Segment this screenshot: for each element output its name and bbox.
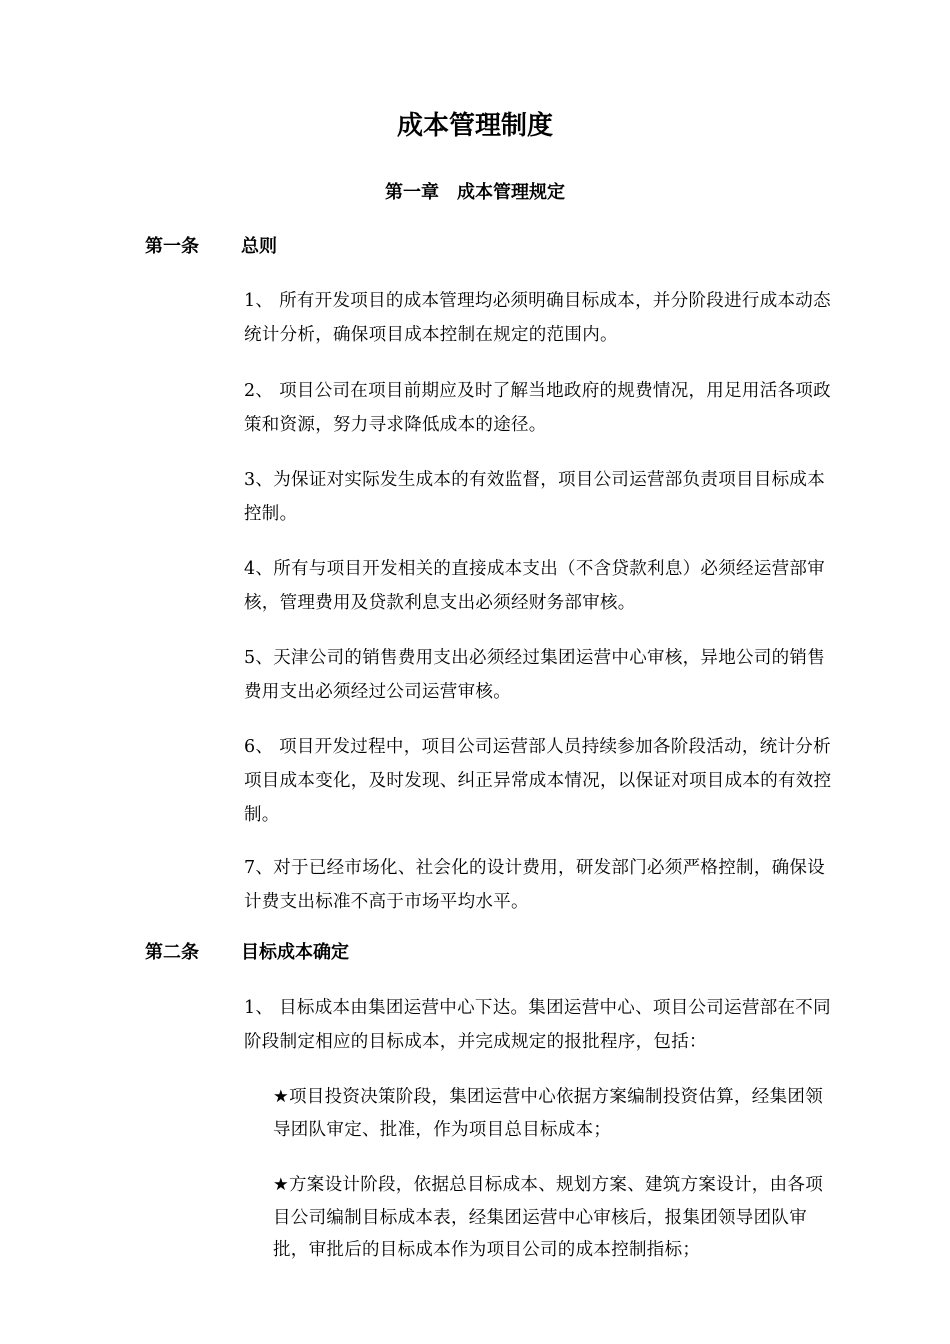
- star-icon: ★: [273, 1175, 289, 1195]
- paragraph: 4、所有与项目开发相关的直接成本支出（不含贷款利息）必须经运营部审核，管理费用及贷款利息支出必须经财务部审核。: [244, 559, 826, 613]
- paragraph: 5、天津公司的销售费用支出必须经过集团运营中心审核，异地公司的销售费用支出必须经过公司运营审核。: [244, 648, 826, 702]
- paragraph: 6、 项目开发过程中，项目公司运营部人员持续参加各阶段活动，统计分析项目成本变化，及时发现、纠正异常成本情况，以保证对项目成本的有效控制。: [244, 737, 832, 825]
- document-title: 成本管理制度: [396, 111, 553, 141]
- sub-item-text: 项目投资决策阶段，集团运营中心依据方案编制投资估算，经集团领导团队审定、批准，作为项目总目标成本；: [273, 1087, 823, 1140]
- sub-item-text: 方案设计阶段，依据总目标成本、规划方案、建筑方案设计，由各项目公司编制目标成本表，经集团运营中心审核后，报集团领导团队审批，审批后的目标成本作为项目公司的成本控制指标；: [273, 1175, 823, 1260]
- chapter-heading: 第一章 成本管理规定: [385, 182, 565, 203]
- article-title: 目标成本确定: [241, 942, 349, 963]
- paragraph: 3、为保证对实际发生成本的有效监督，项目公司运营部负责项目目标成本控制。: [244, 470, 826, 524]
- paragraph: 2、 项目公司在项目前期应及时了解当地政府的规费情况，用足用活各项政策和资源，努力寻求降低成本的途径。: [244, 381, 831, 435]
- article-title: 总则: [241, 236, 277, 257]
- paragraph: 1、 目标成本由集团运营中心下达。集团运营中心、项目公司运营部在不同阶段制定相应的目标成本，并完成规定的报批程序，包括：: [244, 998, 831, 1052]
- sub-item: [273, 1169, 833, 1267]
- paragraph: 1、 所有开发项目的成本管理均必须明确目标成本，并分阶段进行成本动态统计分析，确保项目成本控制在规定的范围内。: [244, 291, 831, 345]
- article-number: 第二条: [145, 942, 199, 963]
- paragraph: 7、对于已经市场化、社会化的设计费用，研发部门必须严格控制，确保设计费支出标准不高于市场平均水平。: [244, 858, 826, 912]
- article-heading: [145, 940, 349, 966]
- article-heading: [145, 234, 277, 260]
- star-icon: ★: [273, 1087, 289, 1107]
- sub-item: [273, 1081, 833, 1146]
- article-number: 第一条: [145, 236, 199, 257]
